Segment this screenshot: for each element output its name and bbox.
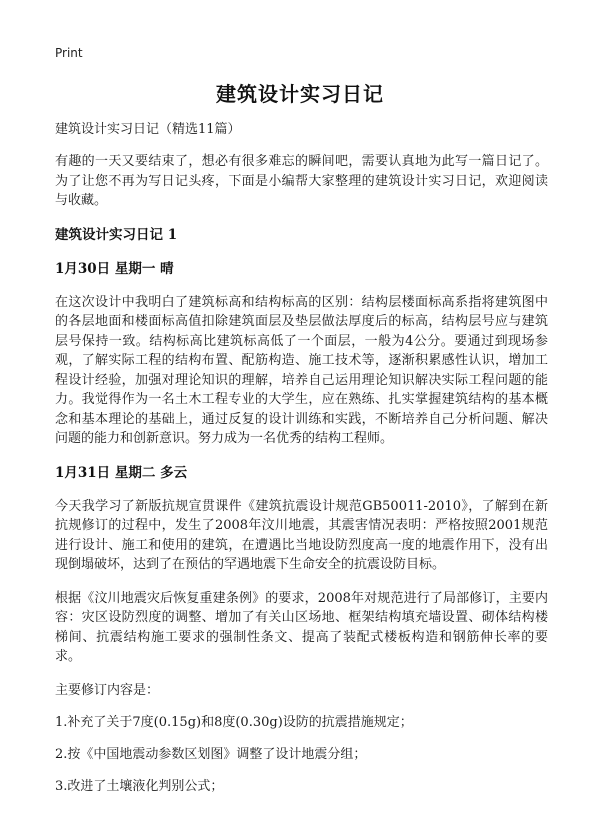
entry-paragraph: 在这次设计中我明白了建筑标高和结构标高的区别：结构层楼面标高系指将建筑图中的各层地面和楼面标高值扣除建筑面层及垫层做法厚度后的标高，结构层号应与建筑层号保持一致。结构标高比建筑标高低了一个面层，一般为4公分。要通过到现场参观，了解实际工程的结构布置、配筋构造、施工技术等，逐渐积累感性认识，增加工程设计经验，加强对理论知识的理解，培养自己运用理论知识解决实际工程问题的能力。我觉得作为一名土木工程专业的大学生，应在熟练、扎实掌握建筑结构的基本概念和基本理论的基础上，通过反复的设计训练和实践，不断培养自己分析问题、解决问题的能力和创新意识。努力成为一名优秀的结构工程师。 (55, 294, 548, 446)
section-heading: 建筑设计实习日记 1 (55, 226, 178, 243)
intro-paragraph: 有趣的一天又要结束了，想必有很多难忘的瞬间吧，需要认真地为此写一篇日记了。为了让您不再为写日记头疼，下面是小编帮大家整理的建筑设计实习日记，欢迎阅读与收藏。 (55, 154, 548, 208)
entry-paragraph: 今天我学习了新版抗规宣贯课件《建筑抗震设计规范GB50011-2010》，了解到在新抗规修订的过程中，发生了2008年汶川地震，其震害情况表明：严格按照2001规范进行设计、施工和使用的建筑，在遭遇比当地设防烈度高一度的地震作用下，没有出现倒塌破坏，达到了在预估的罕遇地震下生命安全的抗震设防目标。 (55, 498, 548, 572)
document-content (55, 120, 548, 809)
list-item: 2.按《中国地震动参数区划图》调整了设计地震分组； (55, 746, 367, 762)
list-item: 1.补充了关于7度(0.15g)和8度(0.30g)设防的抗震措施规定； (55, 714, 413, 730)
entry-date-heading: 1月30日 星期一 晴 (55, 260, 174, 277)
print-link[interactable]: Print (55, 46, 83, 60)
entry-paragraph: 根据《汶川地震灾后恢复重建条例》的要求，2008年对规范进行了局部修订，主要内容：灾区设防烈度的调整、增加了有关山区场地、框架结构填充墙设置、砌体结构楼梯间、抗震结构施工要求的强制性条文、提高了装配式楼板构造和钢筋伸长率的要求。 (55, 590, 548, 664)
list-item: 3.改进了土壤液化判别公式； (55, 778, 224, 794)
document-title: 建筑设计实习日记 (216, 82, 384, 106)
document-subtitle: 建筑设计实习日记（精选11篇） (55, 122, 241, 137)
entry-date-heading: 1月31日 星期二 多云 (55, 464, 188, 481)
list-intro: 主要修订内容是： (55, 682, 160, 698)
